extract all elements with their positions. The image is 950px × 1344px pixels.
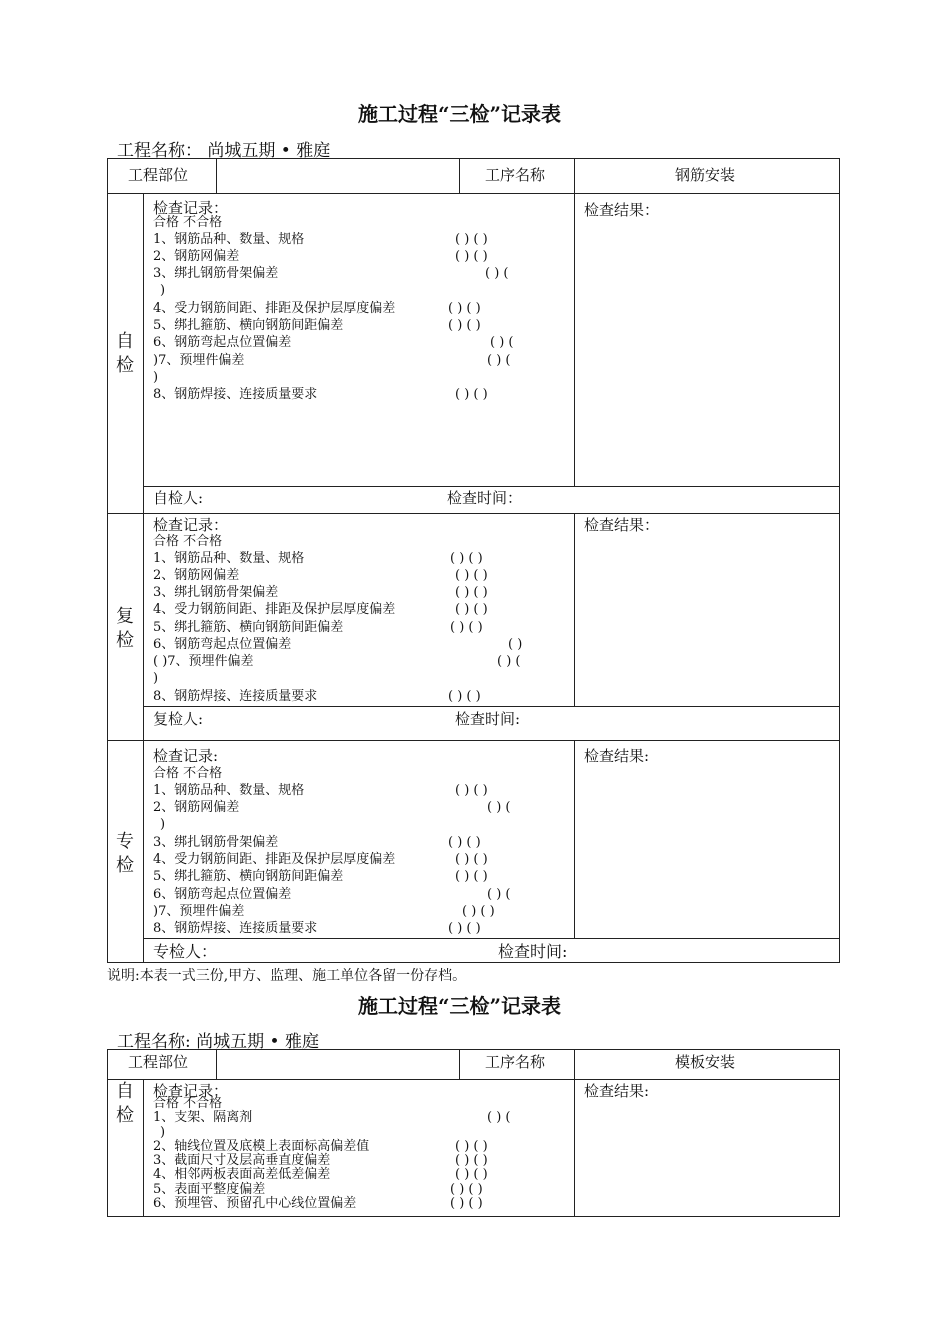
check-marks: ( ) ( ) xyxy=(455,783,488,798)
check-marks: ( ) ( xyxy=(487,887,511,902)
check-marks: ( ) ( ) xyxy=(450,1182,483,1197)
check-item: 1、钢筋品种、数量、规格 xyxy=(153,783,305,798)
check-item: 5、绑扎箍筋、横向钢筋间距偏差 xyxy=(153,869,344,884)
form1-special-side-label: 专检 xyxy=(116,831,134,876)
check-marks: ( ) ( ) xyxy=(448,689,481,704)
check-item: 4、受力钢筋间距、排距及保护层厚度偏差 xyxy=(153,852,396,867)
form1-self-result-label: 检查结果： xyxy=(584,201,660,219)
form1-special-time: 检查时间: xyxy=(498,942,568,961)
check-marks: ( ) ( ) xyxy=(455,387,488,402)
form2-title: 施工过程“三检”记录表 xyxy=(358,994,562,1018)
form2-self-result-label: 检查结果: xyxy=(584,1082,650,1100)
check-item: 5、绑扎箍筋、横向钢筋间距偏差 xyxy=(153,318,344,333)
check-item: 6、钢筋弯起点位置偏差 xyxy=(153,637,292,652)
form1-special-signer: 专检人： xyxy=(153,942,218,961)
check-marks: ( ) xyxy=(508,637,523,652)
check-marks: ( ) ( ) xyxy=(455,1167,488,1182)
form2-part-label: 工程部位 xyxy=(128,1053,189,1071)
check-item: 4、相邻两板表面高差低差偏差 xyxy=(153,1167,331,1182)
check-item: 2、钢筋网偏差 xyxy=(153,249,240,264)
check-marks: ( ) ( ) xyxy=(462,904,495,919)
check-item: 6、预埋管、预留孔中心线位置偏差 xyxy=(153,1196,357,1211)
form1-special-result-label: 检查结果: xyxy=(584,747,650,765)
check-marks: ( ) ( ) xyxy=(450,551,483,566)
check-marks: ( ) ( ) xyxy=(448,301,481,316)
check-item: 5、绑扎箍筋、横向钢筋间距偏差 xyxy=(153,620,344,635)
form2-process-value: 模板安装 xyxy=(675,1053,736,1071)
check-item: 5、表面平整度偏差 xyxy=(153,1182,266,1197)
check-marks: ( ) ( xyxy=(487,1110,511,1125)
form1-part-label: 工程部位 xyxy=(128,166,189,184)
form1-recheck-legend: 合格 不合格 xyxy=(153,534,223,549)
check-item: 2、轴线位置及底模上表面标高偏差值 xyxy=(153,1139,370,1154)
check-item: 3、绑扎钢筋骨架偏差 xyxy=(153,835,279,850)
check-item: 8、钢筋焊接、连接质量要求 xyxy=(153,921,318,936)
form1-title: 施工过程“三检”记录表 xyxy=(358,102,562,126)
check-item: 3、绑扎钢筋骨架偏差 xyxy=(153,585,279,600)
check-item: ) xyxy=(160,817,166,832)
check-item: )7、预埋件偏差 xyxy=(153,353,245,368)
check-item: ) xyxy=(153,671,159,686)
form1-self-signer: 自检人: xyxy=(153,489,204,507)
form1-self-time: 检查时间： xyxy=(447,489,523,507)
form2-self-legend: 合格 不合格 xyxy=(153,1096,223,1111)
form1-process-value: 钢筋安装 xyxy=(675,166,736,184)
form1-recheck-result-label: 检查结果： xyxy=(584,516,660,534)
form1-self-legend: 合格 不合格 xyxy=(153,215,223,230)
check-marks: ( ) ( ) xyxy=(450,620,483,635)
check-item: 3、截面尺寸及层高垂直度偏差 xyxy=(153,1153,331,1168)
check-marks: ( ) ( ) xyxy=(448,921,481,936)
check-item: ) xyxy=(160,1125,166,1140)
form1-recheck-signer: 复检人: xyxy=(153,710,204,728)
check-marks: ( ) ( xyxy=(485,266,509,281)
form1-recheck-side-label: 复检 xyxy=(116,606,134,651)
check-item: 1、钢筋品种、数量、规格 xyxy=(153,551,305,566)
check-marks: ( ) ( ) xyxy=(448,835,481,850)
check-item: 2、钢筋网偏差 xyxy=(153,568,240,583)
check-item: 3、绑扎钢筋骨架偏差 xyxy=(153,266,279,281)
check-marks: ( ) ( ) xyxy=(448,318,481,333)
check-item: 4、受力钢筋间距、排距及保护层厚度偏差 xyxy=(153,301,396,316)
form1-self-record-label: 检查记录： xyxy=(153,199,229,217)
form1-special-legend: 合格 不合格 xyxy=(153,766,223,781)
check-marks: ( ) ( ) xyxy=(450,1196,483,1211)
check-marks: ( ) ( ) xyxy=(455,852,488,867)
form1-special-record-label: 检查记录: xyxy=(153,747,219,765)
check-item: ( )7、预埋件偏差 xyxy=(153,654,254,669)
check-item: 1、支架、隔离剂 xyxy=(153,1110,253,1125)
form2-self-record-label: 检查记录： xyxy=(153,1082,229,1100)
form2-self-side-label: 自检 xyxy=(116,1081,134,1126)
check-item: 8、钢筋焊接、连接质量要求 xyxy=(153,689,318,704)
check-item: 6、钢筋弯起点位置偏差 xyxy=(153,887,292,902)
check-marks: ( ) ( ) xyxy=(455,568,488,583)
check-item: 6、钢筋弯起点位置偏差 xyxy=(153,335,292,350)
form1-recheck-time: 检查时间: xyxy=(455,710,521,728)
form2-project-name: 工程名称: 尚城五期 • 雅庭 xyxy=(117,1032,319,1052)
form1-recheck-record-label: 检查记录： xyxy=(153,516,229,534)
check-marks: ( ) ( xyxy=(497,654,521,669)
form1-self-side-label: 自检 xyxy=(116,331,134,376)
check-item: 2、钢筋网偏差 xyxy=(153,800,240,815)
check-marks: ( ) ( xyxy=(487,800,511,815)
check-marks: ( ) ( ) xyxy=(455,585,488,600)
check-marks: ( ) ( ) xyxy=(455,1139,488,1154)
form1-process-label: 工序名称 xyxy=(485,166,546,184)
check-marks: ( ) ( ) xyxy=(455,869,488,884)
form1-note: 说明:本表一式三份,甲方、监理、施工单位各留一份存档。 xyxy=(107,968,467,984)
check-marks: ( ) ( ) xyxy=(455,232,488,247)
check-marks: ( ) ( ) xyxy=(455,1153,488,1168)
form1-project-name: 工程名称： 尚城五期 • 雅庭 xyxy=(117,141,331,161)
check-item: 1、钢筋品种、数量、规格 xyxy=(153,232,305,247)
check-marks: ( ) ( ) xyxy=(455,249,488,264)
check-item: 8、钢筋焊接、连接质量要求 xyxy=(153,387,318,402)
check-item: 4、受力钢筋间距、排距及保护层厚度偏差 xyxy=(153,602,396,617)
check-item: ) xyxy=(160,283,166,298)
check-item: )7、预埋件偏差 xyxy=(153,904,245,919)
check-item: ) xyxy=(153,370,159,385)
form2-process-label: 工序名称 xyxy=(485,1053,546,1071)
check-marks: ( ) ( xyxy=(490,335,514,350)
check-marks: ( ) ( xyxy=(487,353,511,368)
check-marks: ( ) ( ) xyxy=(455,602,488,617)
